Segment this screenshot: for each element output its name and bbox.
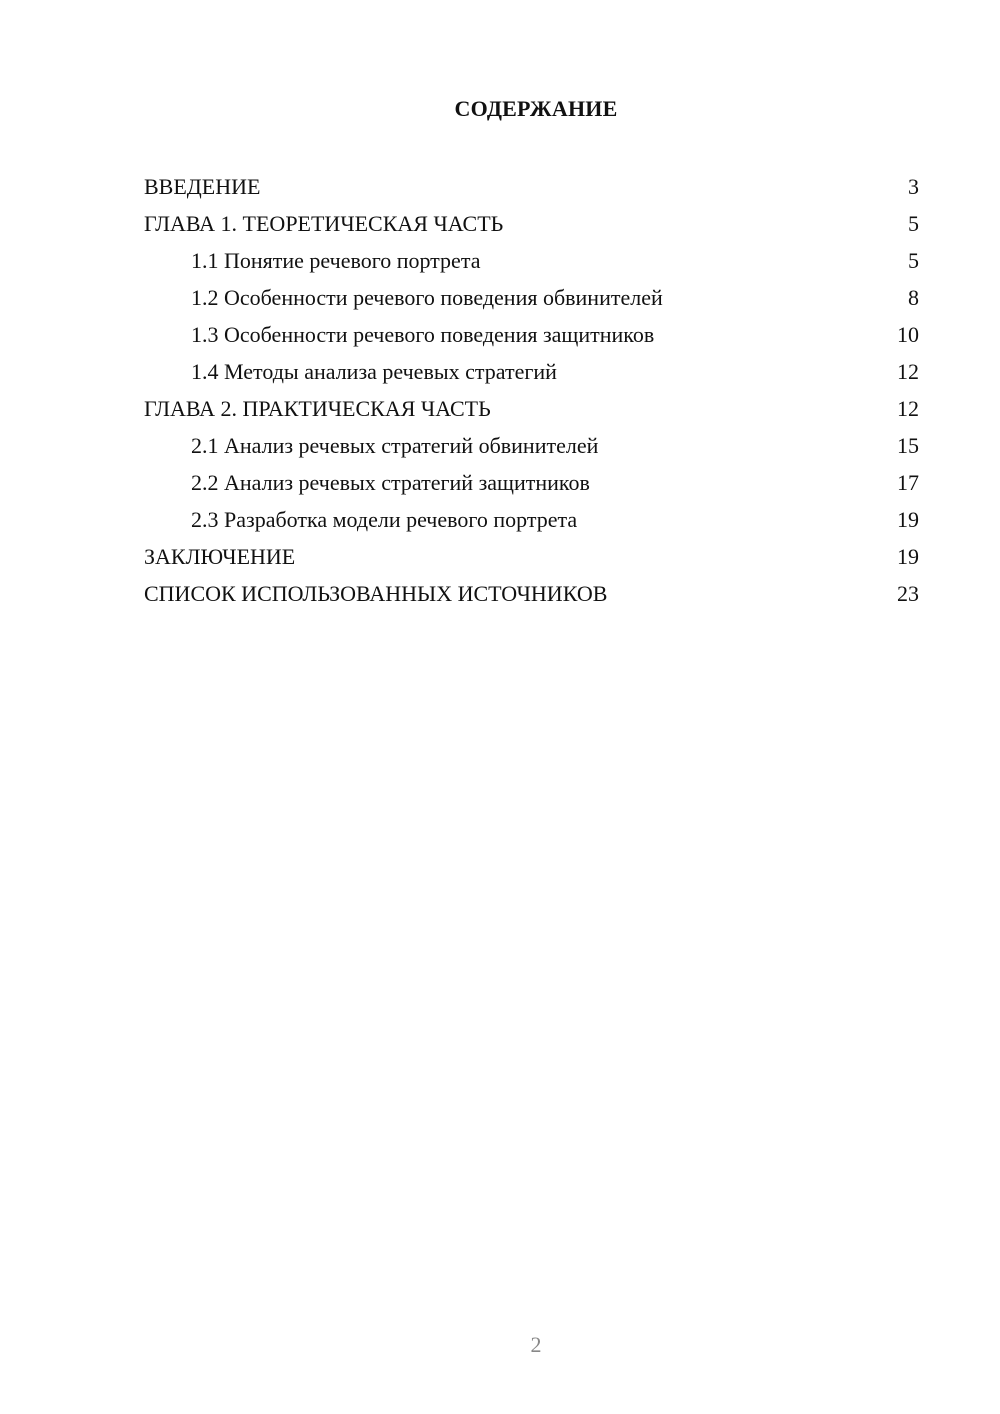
toc-entry[interactable] [144,205,919,242]
toc-entry-page: 15 [897,433,919,458]
toc-entry-page: 12 [897,396,919,421]
toc-entry-page: 5 [908,211,919,236]
toc-entry-label: 1.4 Методы анализа речевых стратегий [191,359,557,384]
toc-entry[interactable] [144,427,919,464]
table-of-contents [144,168,919,612]
toc-entry-page: 5 [908,248,919,273]
toc-entry[interactable] [144,279,919,316]
toc-entry[interactable] [144,575,919,612]
toc-entry-page: 19 [897,507,919,532]
toc-entry[interactable] [144,538,919,575]
page-title: СОДЕРЖАНИЕ [454,96,618,121]
toc-entry-page: 23 [897,581,919,606]
toc-entry-label: 1.2 Особенности речевого поведения обвинителей [191,285,663,310]
toc-entry[interactable] [144,353,919,390]
toc-entry-label: 2.2 Анализ речевых стратегий защитников [191,470,590,495]
toc-entry-page: 12 [897,359,919,384]
toc-entry-label: ГЛАВА 1. ТЕОРЕТИЧЕСКАЯ ЧАСТЬ [144,211,504,236]
toc-entry-label: ГЛАВА 2. ПРАКТИЧЕСКАЯ ЧАСТЬ [144,396,491,421]
toc-entry[interactable] [144,390,919,427]
toc-entry-page: 3 [908,174,919,199]
toc-entry-page: 8 [908,285,919,310]
toc-entry[interactable] [144,242,919,279]
toc-entry-label: 2.3 Разработка модели речевого портрета [191,507,578,532]
toc-entry-page: 10 [897,322,919,347]
toc-entry-label: 2.1 Анализ речевых стратегий обвинителей [191,433,599,458]
toc-entry[interactable] [144,316,919,353]
toc-entry-label: 1.3 Особенности речевого поведения защитников [191,322,655,347]
toc-entry-label: СПИСОК ИСПОЛЬЗОВАННЫХ ИСТОЧНИКОВ [144,581,608,606]
toc-entry-label: ВВЕДЕНИЕ [144,174,261,199]
toc-entry-page: 19 [897,544,919,569]
toc-entry[interactable] [144,501,919,538]
toc-entry[interactable] [144,464,919,501]
toc-entry[interactable] [144,168,919,205]
toc-entry-label: 1.1 Понятие речевого портрета [191,248,481,273]
toc-entry-page: 17 [897,470,919,495]
toc-entry-label: ЗАКЛЮЧЕНИЕ [144,544,296,569]
page-number: 2 [530,1332,542,1357]
